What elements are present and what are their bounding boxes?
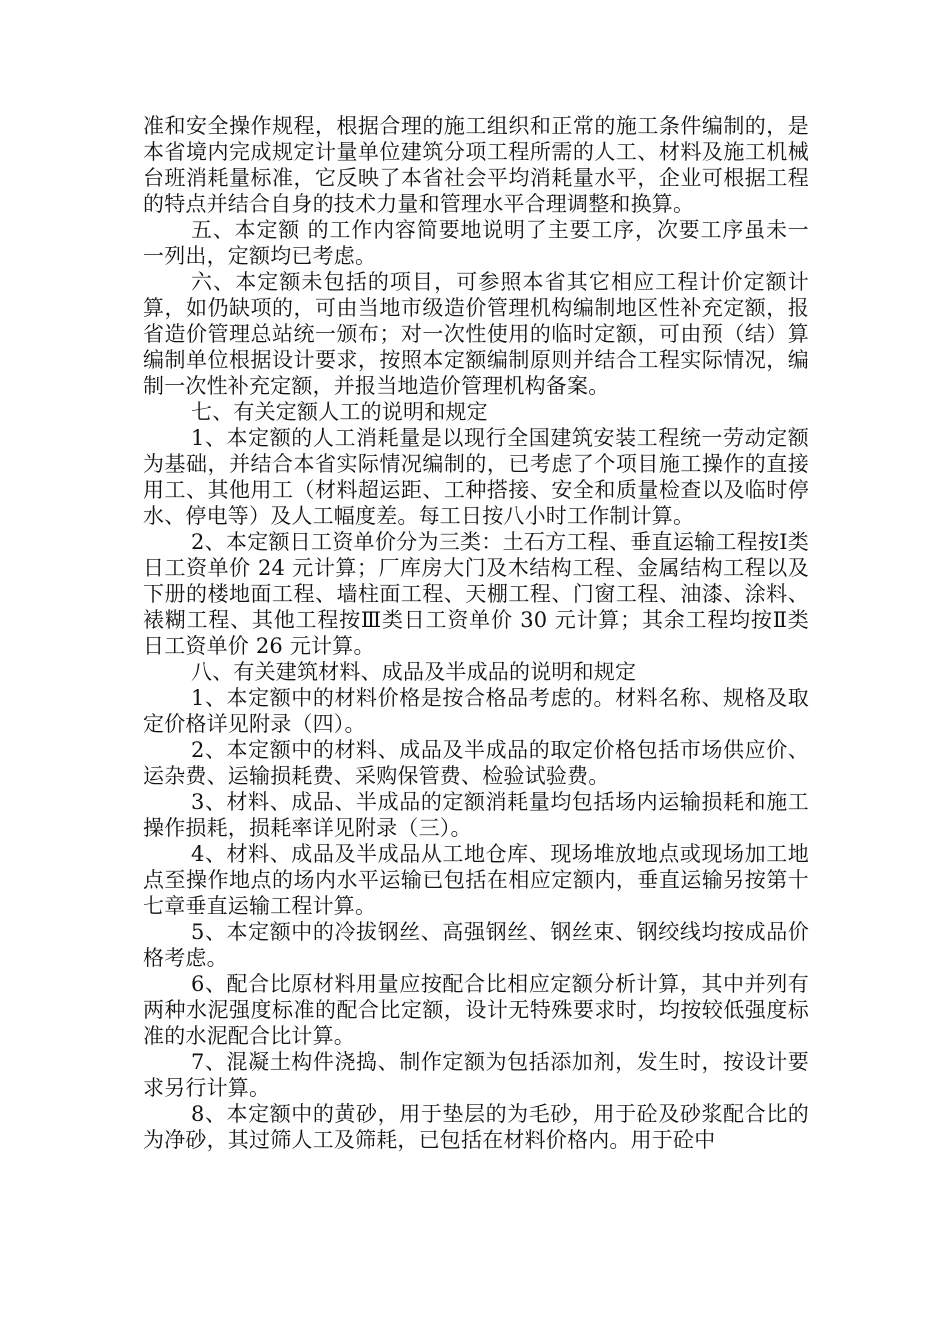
paragraph-8-8: 8、本定额中的黄砂，用于垫层的为毛砂，用于砼及砂浆配合比的为净砂，其过筛人工及筛耗，已包括在材料价格内。用于砼中 [143,1102,809,1152]
paragraph-8-2: 2、本定额中的材料、成品及半成品的取定价格包括市场供应价、运杂费、运输损耗费、采购保管费、检验试验费。 [143,738,809,788]
paragraph-8-1: 1、本定额中的材料价格是按合格品考虑的。材料名称、规格及取定价格详见附录（四）。 [143,686,809,736]
paragraph-8-5: 5、本定额中的冷拔钢丝、高强钢丝、钢丝束、钢绞线均按成品价格考虑。 [143,920,809,970]
paragraph-section-5: 五、本定额 的工作内容简要地说明了主要工序，次要工序虽未一一列出，定额均已考虑。 [143,218,809,268]
paragraph-8-7: 7、混凝土构件浇捣、制作定额为包括添加剂，发生时，按设计要求另行计算。 [143,1050,809,1100]
paragraph-8-6: 6、配合比原材料用量应按配合比相应定额分析计算，其中并列有两种水泥强度标准的配合比定额，设计无特殊要求时，均按较低强度标准的水泥配合比计算。 [143,972,809,1048]
paragraph-7-1: 1、本定额的人工消耗量是以现行全国建筑安装工程统一劳动定额为基础，并结合本省实际情况编制的，已考虑了个项目施工操作的直接用工、其他用工（材料超运距、工种搭接、安全和质量检查以及临时停水、停电等）及人工幅度差。每工日按八小时工作制计算。 [143,426,809,528]
paragraph-continuation: 准和安全操作规程，根据合理的施工组织和正常的施工条件编制的，是本省境内完成规定计量单位建筑分项工程所需的人工、材料及施工机械台班消耗量标准，它反映了本省社会平均消耗量水平，企业可根据工程的特点并结合自身的技术力量和管理水平合理调整和换算。 [143,114,809,216]
paragraph-8-3: 3、材料、成品、半成品的定额消耗量均包括场内运输损耗和施工操作损耗，损耗率详见附录（三）。 [143,790,809,840]
heading-section-7: 七、有关定额人工的说明和规定 [191,400,488,424]
paragraph-section-6: 六、本定额未包括的项目，可参照本省其它相应工程计价定额计算，如仍缺项的，可由当地市级造价管理机构编制地区性补充定额，报省造价管理总站统一颁布；对一次性使用的临时定额，可由预（结）算编制单位根据设计要求，按照本定额编制原则并结合工程实际情况，编制一次性补充定额，并报当地造价管理机构备案。 [143,270,809,398]
heading-section-8: 八、有关建筑材料、成品及半成品的说明和规定 [191,660,637,684]
paragraph-7-2: 2、本定额日工资单价分为三类：土石方工程、垂直运输工程按Ⅰ类日工资单价 24 元计算；厂库房大门及木结构工程、金属结构工程以及下册的楼地面工程、墙柱面工程、天棚工程、门窗工程、油漆、涂料、裱糊工程、其他工程按Ⅲ类日工资单价 30 元计算；其余工程均按Ⅱ类日工资单价 26 元计算。 [143,530,809,658]
paragraph-8-4: 4、材料、成品及半成品从工地仓库、现场堆放地点或现场加工地点至操作地点的场内水平运输已包括在相应定额内，垂直运输另按第十七章垂直运输工程计算。 [143,842,809,918]
document-body [143,113,809,1153]
